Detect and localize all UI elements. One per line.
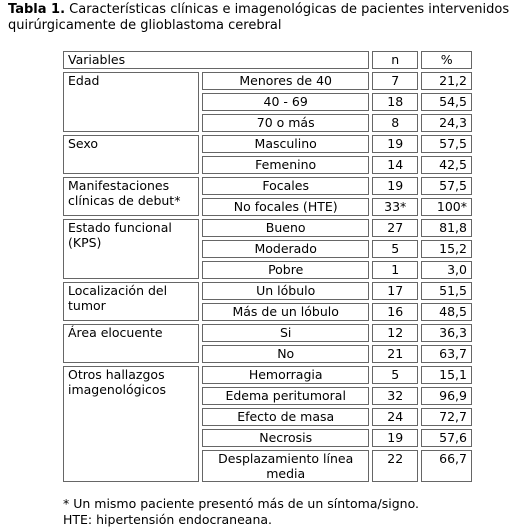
table-row — [63, 177, 472, 195]
category-cell: Desplazamiento línea media — [202, 450, 369, 482]
pct-cell: 57,6 — [421, 429, 472, 447]
category-cell: Moderado — [202, 240, 369, 258]
n-cell: 1 — [372, 261, 418, 279]
footnotes — [63, 496, 419, 528]
n-cell: 14 — [372, 156, 418, 174]
category-cell: Si — [202, 324, 369, 342]
pct-cell: 57,5 — [421, 135, 472, 153]
category-cell: No focales (HTE) — [202, 198, 369, 216]
variable-cell: Otros hallazgos imagenológicos — [63, 366, 199, 482]
pct-cell: 57,5 — [421, 177, 472, 195]
category-cell: Menores de 40 — [202, 72, 369, 90]
category-cell: Necrosis — [202, 429, 369, 447]
n-cell: 18 — [372, 93, 418, 111]
clinical-characteristics-table — [60, 48, 475, 485]
caption-text: Características clínicas e imagenológicas de pacientes intervenidos quirúrgicamente de glioblastoma cerebral — [8, 2, 510, 33]
n-cell: 19 — [372, 135, 418, 153]
pct-cell: 3,0 — [421, 261, 472, 279]
category-cell: Efecto de masa — [202, 408, 369, 426]
n-cell: 32 — [372, 387, 418, 405]
n-cell: 22 — [372, 450, 418, 482]
category-cell: Femenino — [202, 156, 369, 174]
category-cell: 70 o más — [202, 114, 369, 132]
pct-cell: 21,2 — [421, 72, 472, 90]
footnote-hte: HTE: hipertensión endocraneana. — [63, 512, 273, 527]
table-row — [63, 72, 472, 90]
header-row — [63, 51, 472, 69]
n-cell: 19 — [372, 177, 418, 195]
footnote-symptoms: * Un mismo paciente presentó más de un síntoma/signo. — [63, 496, 419, 511]
category-cell: Hemorragia — [202, 366, 369, 384]
variable-cell: Manifestaciones clínicas de debut* — [63, 177, 199, 216]
table-body — [63, 51, 472, 482]
variable-cell: Estado funcional (KPS) — [63, 219, 199, 279]
caption-label: Tabla 1. — [8, 2, 66, 17]
n-cell: 24 — [372, 408, 418, 426]
header-n: n — [372, 51, 418, 69]
n-cell: 19 — [372, 429, 418, 447]
pct-cell: 54,5 — [421, 93, 472, 111]
pct-cell: 72,7 — [421, 408, 472, 426]
pct-cell: 81,8 — [421, 219, 472, 237]
pct-cell: 42,5 — [421, 156, 472, 174]
n-cell: 27 — [372, 219, 418, 237]
n-cell: 12 — [372, 324, 418, 342]
pct-cell: 100* — [421, 198, 472, 216]
category-cell: Pobre — [202, 261, 369, 279]
table-row — [63, 324, 472, 342]
pct-cell: 24,3 — [421, 114, 472, 132]
category-cell: 40 - 69 — [202, 93, 369, 111]
pct-cell: 48,5 — [421, 303, 472, 321]
variable-cell: Localización del tumor — [63, 282, 199, 321]
pct-cell: 36,3 — [421, 324, 472, 342]
table-row — [63, 219, 472, 237]
category-cell: Más de un lóbulo — [202, 303, 369, 321]
n-cell: 8 — [372, 114, 418, 132]
n-cell: 17 — [372, 282, 418, 300]
pct-cell: 15,1 — [421, 366, 472, 384]
variable-cell: Edad — [63, 72, 199, 132]
header-variables: Variables — [63, 51, 369, 69]
table-row — [63, 135, 472, 153]
category-cell: Focales — [202, 177, 369, 195]
table-caption — [8, 2, 518, 34]
header-pct: % — [421, 51, 472, 69]
table-row — [63, 282, 472, 300]
category-cell: No — [202, 345, 369, 363]
n-cell: 7 — [372, 72, 418, 90]
category-cell: Un lóbulo — [202, 282, 369, 300]
variable-cell: Área elocuente — [63, 324, 199, 363]
n-cell: 33* — [372, 198, 418, 216]
category-cell: Edema peritumoral — [202, 387, 369, 405]
n-cell: 5 — [372, 240, 418, 258]
pct-cell: 51,5 — [421, 282, 472, 300]
category-cell: Bueno — [202, 219, 369, 237]
pct-cell: 15,2 — [421, 240, 472, 258]
n-cell: 5 — [372, 366, 418, 384]
n-cell: 16 — [372, 303, 418, 321]
table-row — [63, 366, 472, 384]
n-cell: 21 — [372, 345, 418, 363]
pct-cell: 66,7 — [421, 450, 472, 482]
category-cell: Masculino — [202, 135, 369, 153]
pct-cell: 96,9 — [421, 387, 472, 405]
variable-cell: Sexo — [63, 135, 199, 174]
pct-cell: 63,7 — [421, 345, 472, 363]
